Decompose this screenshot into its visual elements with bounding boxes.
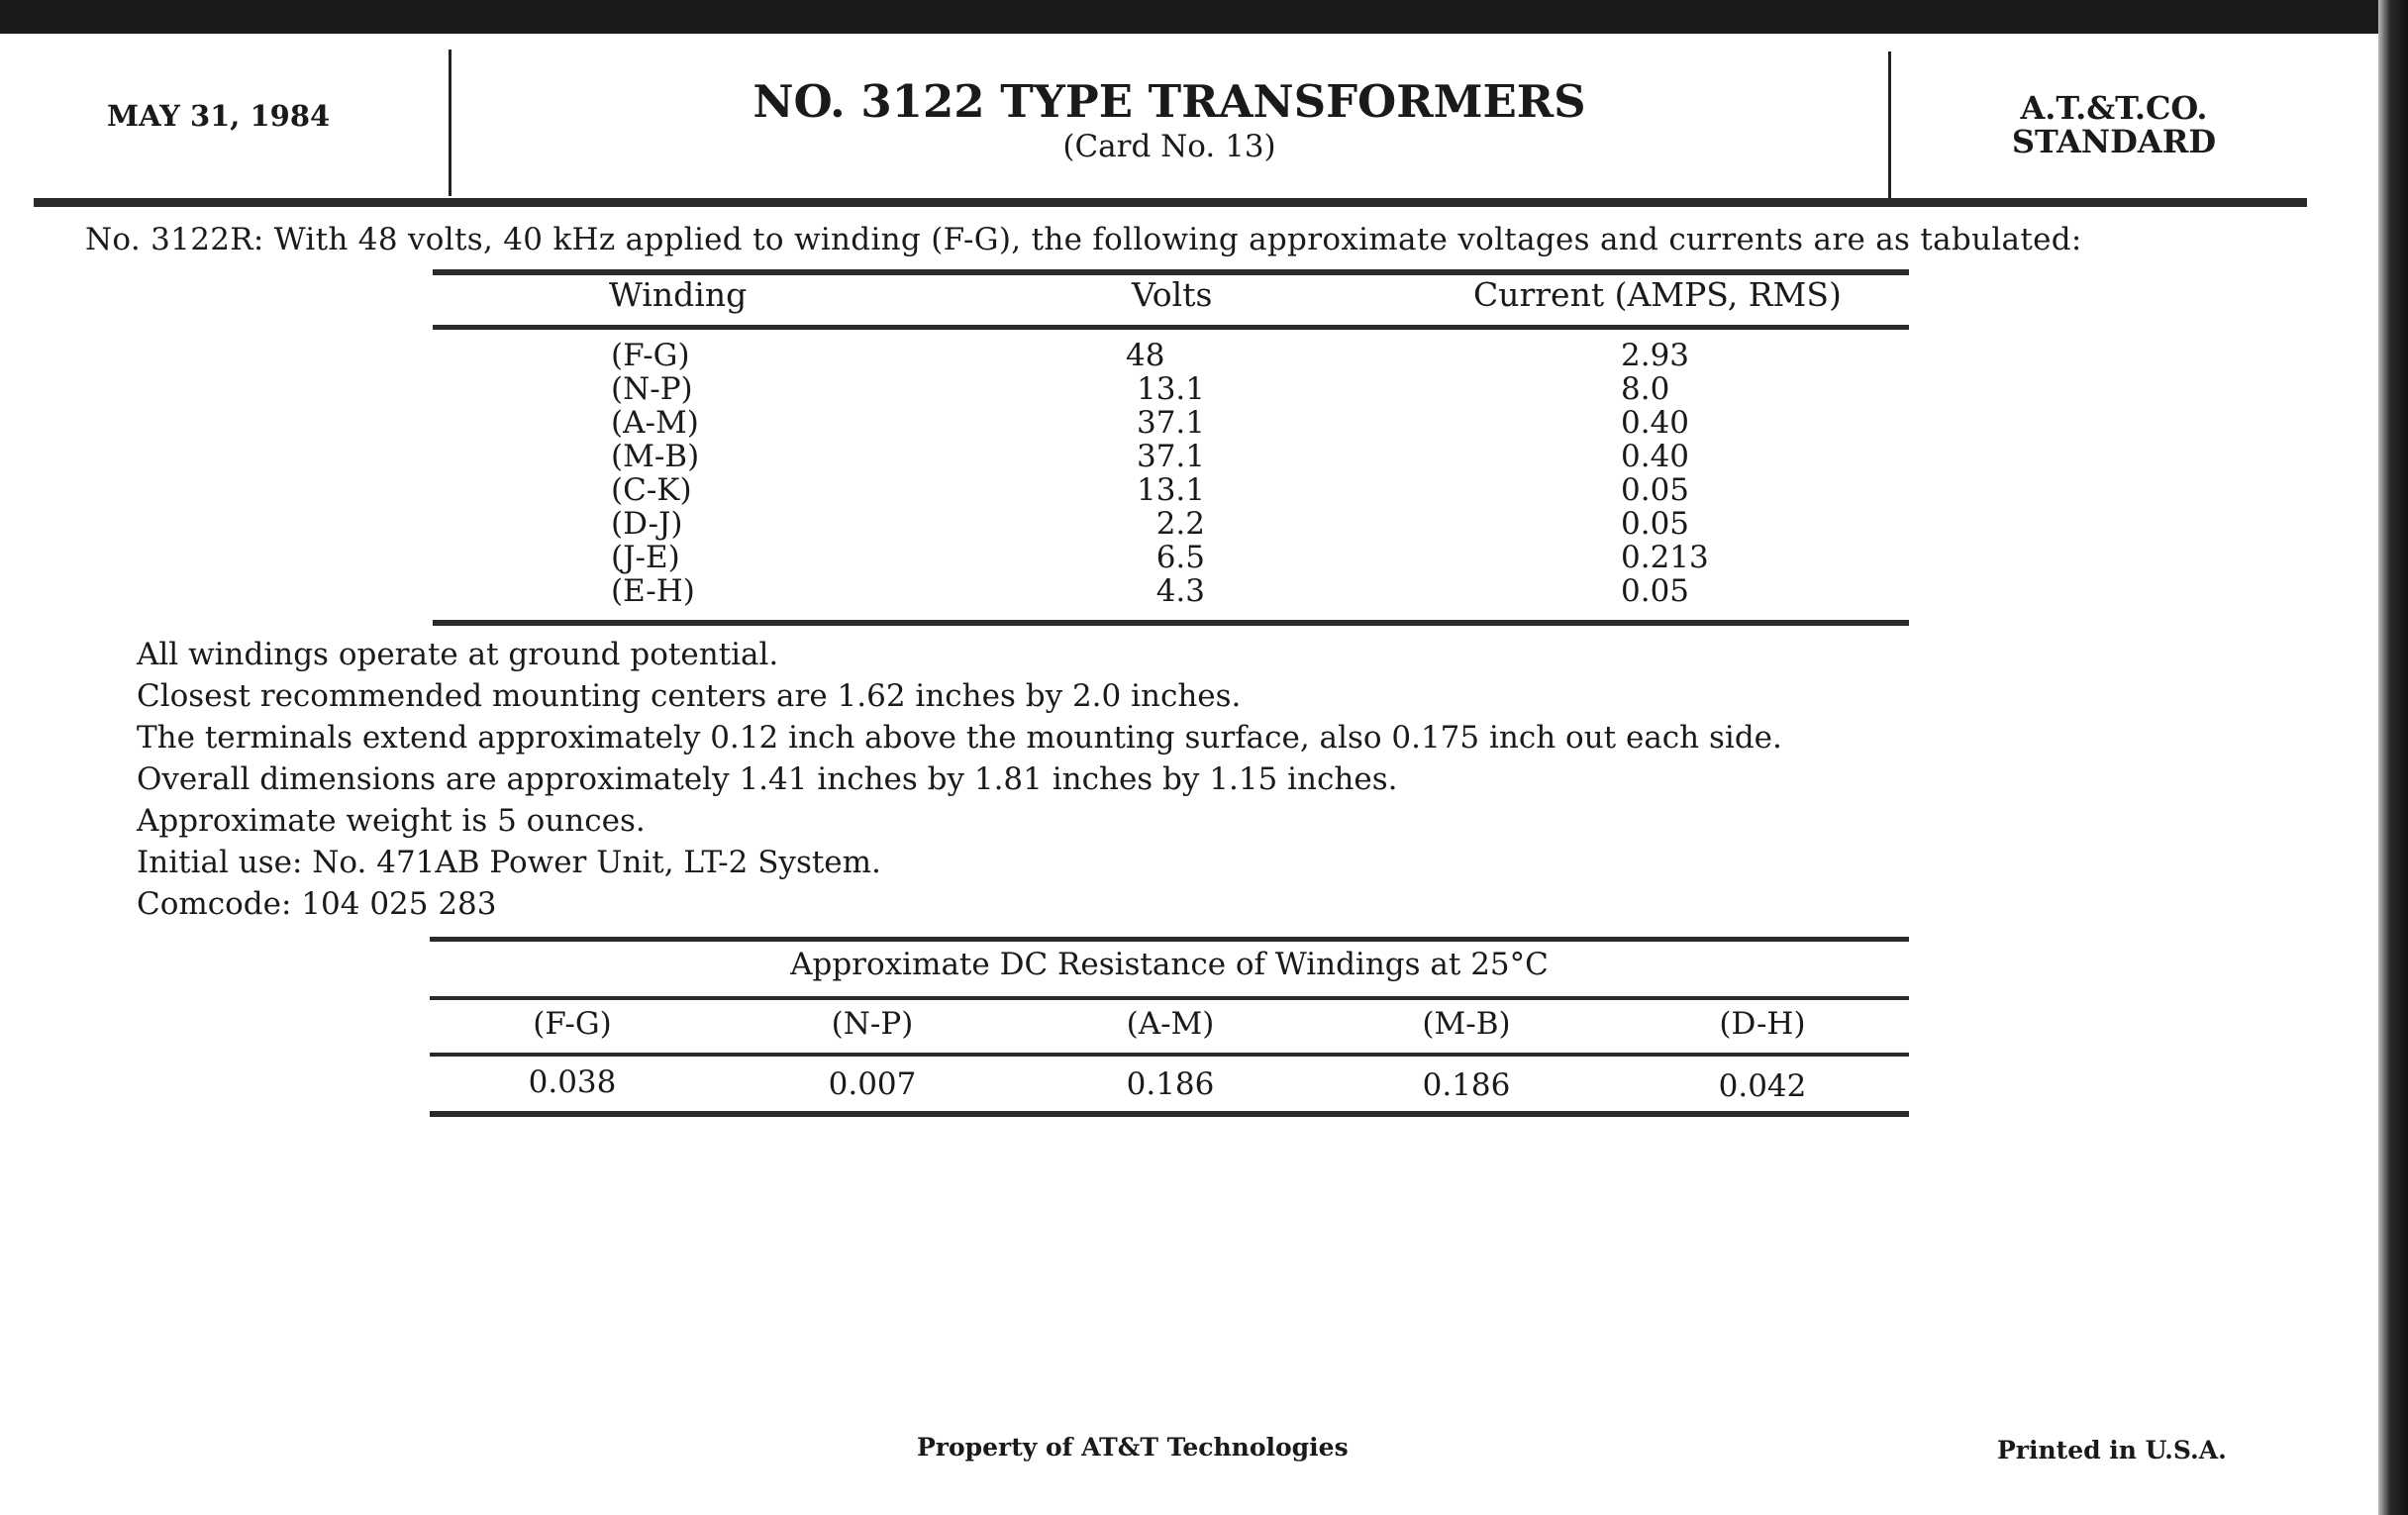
- header-rule: [34, 198, 2307, 207]
- table2-header: (A-M): [1126, 1006, 1215, 1042]
- table-cell: (E-H): [611, 573, 695, 609]
- current-column: [1621, 339, 1709, 608]
- table2-header: (M-B): [1422, 1006, 1511, 1042]
- table-cell: 0.05: [1621, 472, 1690, 508]
- table-cell: (N-P): [611, 371, 693, 407]
- table1-bottom-rule: [433, 620, 1909, 626]
- table-cell: 48: [1126, 338, 1165, 373]
- table2-top-rule: [430, 937, 1909, 942]
- table2-header-rule: [430, 1053, 1909, 1057]
- table1-header-current: Current (AMPS, RMS): [1473, 275, 1842, 314]
- note-line: Comcode: 104 025 283: [137, 886, 497, 922]
- table-cell: 0.05: [1621, 506, 1690, 542]
- table-cell: 6.5: [1155, 540, 1205, 575]
- header-divider-right: [1888, 51, 1891, 198]
- table2-title: Approximate DC Resistance of Windings at 25°C: [790, 947, 1549, 982]
- table-cell: (F-G): [611, 338, 690, 373]
- table-cell: 0.05: [1621, 573, 1690, 609]
- table2-bottom-rule: [430, 1111, 1909, 1117]
- table-cell: 13.1: [1136, 371, 1205, 407]
- table2-title-rule: [430, 996, 1909, 1000]
- table-cell: 2.2: [1155, 506, 1205, 542]
- table2-value: 0.042: [1718, 1068, 1807, 1104]
- table1-header-volts: Volts: [1132, 275, 1213, 314]
- table2-value: 0.186: [1126, 1066, 1215, 1102]
- table-cell: 0.40: [1621, 405, 1690, 441]
- scan-border-right: [2378, 0, 2408, 1515]
- table2-value: 0.038: [528, 1064, 617, 1100]
- table2-value: 0.186: [1422, 1067, 1511, 1103]
- table-cell: 37.1: [1136, 439, 1205, 474]
- table2-header: (D-H): [1719, 1006, 1806, 1042]
- table-cell: 2.93: [1621, 338, 1690, 373]
- note-line: All windings operate at ground potential.: [137, 637, 779, 672]
- table-cell: (D-J): [611, 506, 683, 542]
- standard-label: [1911, 91, 2317, 158]
- table-cell: 13.1: [1136, 472, 1205, 508]
- table1-header-rule: [433, 325, 1909, 330]
- card-date: MAY 31, 1984: [107, 99, 331, 133]
- intro-text: No. 3122R: With 48 volts, 40 kHz applied to winding (F-G), the following approximate voltages and currents are as tabulated:: [85, 222, 2082, 257]
- table-cell: (J-E): [611, 540, 680, 575]
- table-cell: 8.0: [1621, 371, 1670, 407]
- table-cell: (C-K): [611, 472, 692, 508]
- table-cell: 0.213: [1621, 540, 1709, 575]
- printed-notice: Printed in U.S.A.: [1997, 1436, 2227, 1464]
- card-number: (Card No. 13): [1062, 129, 1276, 164]
- scan-border-top: [0, 0, 2408, 34]
- property-notice: Property of AT&T Technologies: [917, 1433, 1349, 1462]
- page-title: NO. 3122 TYPE TRANSFORMERS: [752, 75, 1586, 128]
- note-line: Initial use: No. 471AB Power Unit, LT-2 System.: [137, 845, 881, 880]
- table-cell: (A-M): [611, 405, 699, 441]
- note-line: Approximate weight is 5 ounces.: [137, 803, 646, 839]
- table-cell: 37.1: [1136, 405, 1205, 441]
- note-line: Closest recommended mounting centers are 1.62 inches by 2.0 inches.: [137, 678, 1242, 714]
- note-line: Overall dimensions are approximately 1.41 inches by 1.81 inches by 1.15 inches.: [137, 761, 1398, 797]
- table-cell: (M-B): [611, 439, 700, 474]
- standard-line-2: STANDARD: [2011, 123, 2217, 160]
- table-cell: 4.3: [1155, 573, 1205, 609]
- standard-line-1: A.T.&T.CO.: [2020, 89, 2208, 127]
- volts-column: [1126, 339, 1205, 608]
- winding-column: [611, 339, 699, 608]
- table2-header: (F-G): [533, 1006, 612, 1042]
- table2-header: (N-P): [831, 1006, 914, 1042]
- table-cell: 0.40: [1621, 439, 1690, 474]
- table2-value: 0.007: [828, 1066, 917, 1102]
- notes: [137, 634, 1782, 925]
- table1-header-winding: Winding: [609, 275, 748, 314]
- note-line: The terminals extend approximately 0.12 inch above the mounting surface, also 0.175 inch out each side.: [137, 720, 1782, 756]
